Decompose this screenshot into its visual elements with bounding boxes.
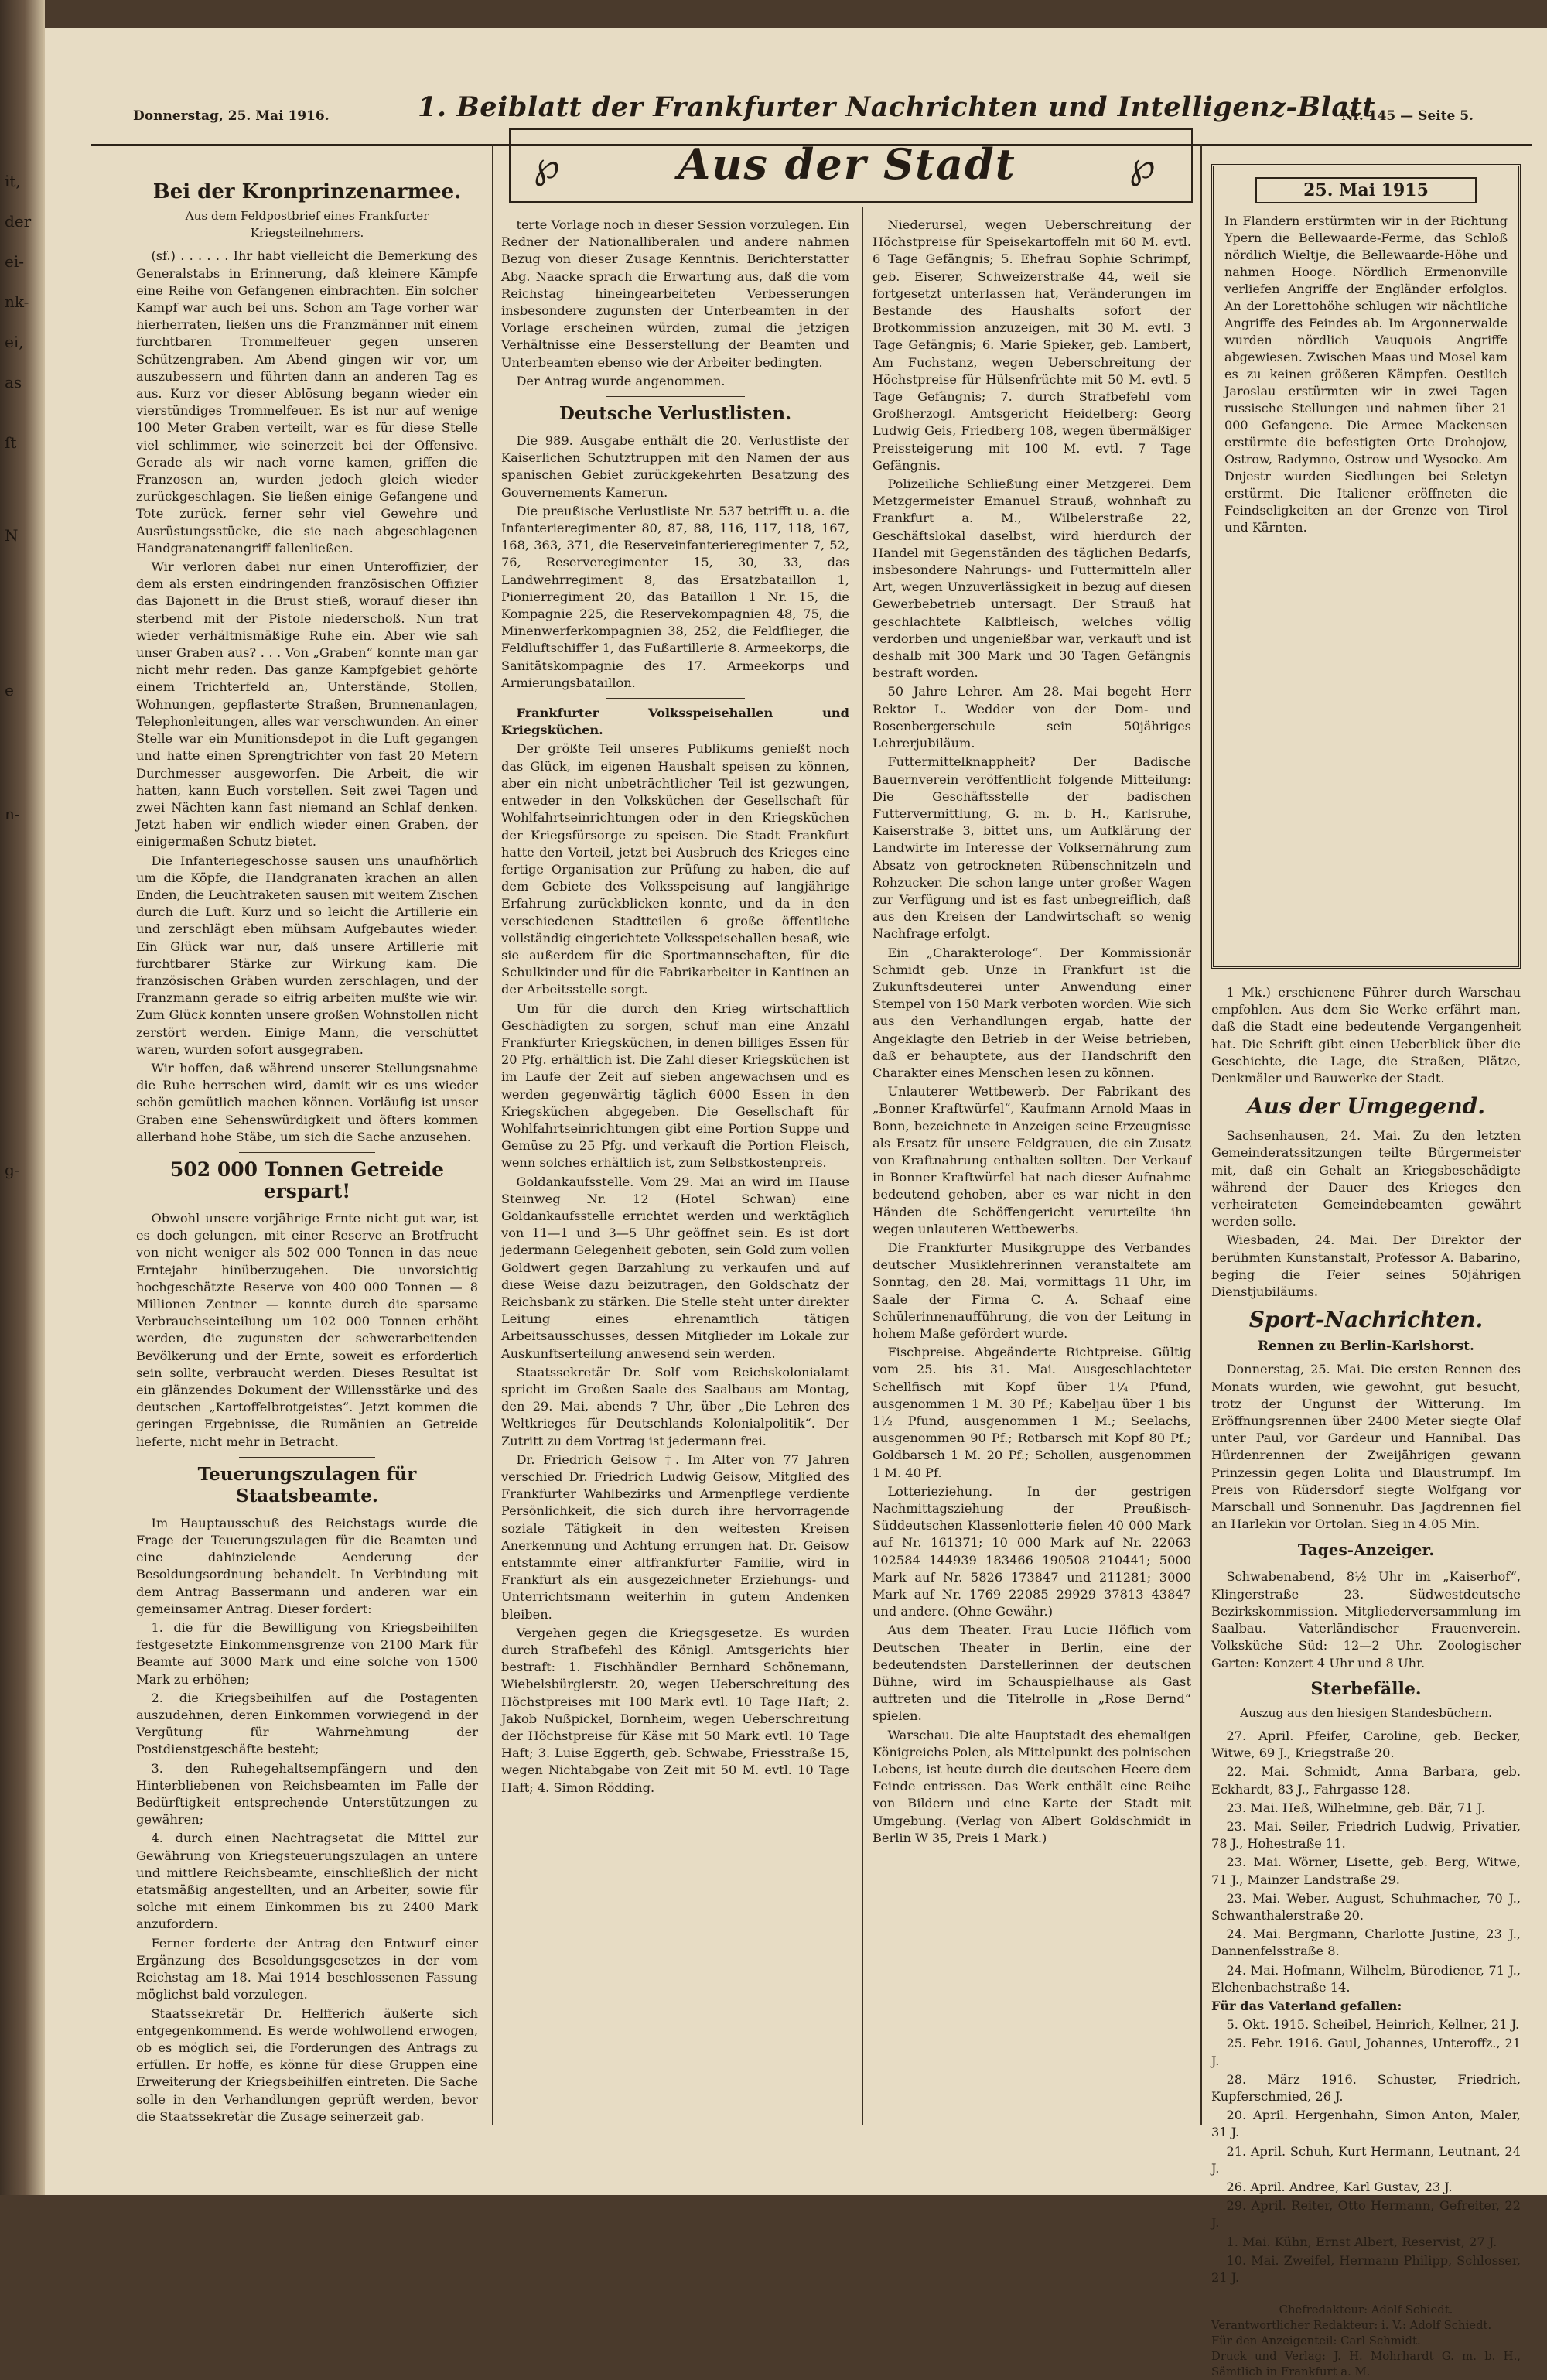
paragraph: Staatssekretär Dr. Solf vom Reichskolonialamt spricht im Großen Saale des Saalbaus am Montag, den 29. Mai, abends 7 Uhr, über „Die Lehren des Weltkrieges für Deutschlands Kolonialpolitik“. Der Zutritt zu dem Vortrag ist jedermann frei. <box>501 1364 849 1448</box>
paragraph: Dr. Friedrich Geisow †. Im Alter von 77 Jahren verschied Dr. Friedrich Ludwig Geisow, Mitglied des Frankfurter Wahlbezirks und Armenpflege verdiente Persönlichkeit, die sich durch ihre hervorragende soziale Tätigkeit in den weitesten Kreisen Anerkennung und Achtung errungen hat. Dr. Geisow entstammte einer altfrankfurter Familie, wird in Frankfurt als ein ausgezeichneter Erziehungs- und Unterrichtsmann weiterhin in gutem Andenken bleiben. <box>501 1452 849 1622</box>
divider <box>606 698 745 699</box>
section-heading: Sport-Nachrichten. <box>1248 1307 1484 1333</box>
imprint-line: Chefredakteur: Adolf Schiedt. <box>1279 2303 1453 2317</box>
column-3 <box>873 217 1191 1848</box>
paragraph: Polizeiliche Schließung einer Metzgerei. Dem Metzgermeister Emanuel Strauß, wohnhaft zu Frankfurt a. M., Wilbelerstraße 22, Geschäftslokal daselbst, wird hierdurch der Handel mit Gegenständen des täglichen Bedarfs, insbesondere Nahrungs- und Futtermitteln aller Art, wegen Unzuverlässigkeit in bezug auf diesen Gewerbebetrieb untersagt. Der Strauß hat geschlachtete Kalbfleisch, welches völlig verdorben und ungenießbar war, verkauft und ist deshalb mit 300 Mark und 30 Tagen Gefängnis bestraft worden. <box>873 477 1191 681</box>
imprint-line: Für den Anzeigenteil: Carl Schmidt. <box>1211 2334 1421 2348</box>
article-subheading: Aus dem Feldpostbrief eines Frankfurter Kriegsteilnehmers. <box>185 209 429 241</box>
article-heading: Bei der Kronprinzenarmee. <box>152 180 462 203</box>
column-divider <box>492 144 493 2125</box>
paragraph: Unlauterer Wettbewerb. Der Fabrikant des „Bonner Kraftwürfel“, Kaufmann Arnold Maas in Bonn, bezeichnete in Anzeigen seine Erzeugnisse als Ersatz für unsere Feldgrauen, die ein Zusatz von Kraftnahrung enthalten sollten. Der Verkauf in Bonner Kraftwürfel hat nach dieser Aufnahme bedeutend gehoben, aber es war nicht in den Händen die Schöffengericht verurteilte ihn wegen unlauteren Wettbewerbs. <box>873 1084 1191 1236</box>
paragraph: Wir verloren dabei nur einen Unteroffizier, der dem als ersten eindringenden französischen Offizier das Bajonett in die Brust stieß, worauf dieser ihn sterbend mit der Pistole niederschoß. Nun trat wieder verhältnismäßige Ruhe ein. Aber wie sah unser Graben aus? . . . Von „Graben“ konnte man gar nicht mehr reden. Das ganze Kampfgebiet gehörte einem Trichterfeld an, Unterstände, Stollen, Wohnungen, gepflasterte Straßen, Brunnenanlagen, Telephonleitungen, alles war verschwunden. An einer Stelle war ein Munitionsdepot in die Luft gegangen und hatte einen Sprengtrichter von fast 20 Metern Durchmesser ausgeworfen. Die Arbeit, die wir hatten, kann Euch vorstellen. Seit zwei Tagen und zwei Nächten kann fast niemand an Schlaf denken. Jetzt haben wir endlich wieder einen Graben, der einigermaßen Schutz bietet. <box>136 559 478 850</box>
section-heading: Sterbefälle. <box>1310 1678 1422 1699</box>
column-divider <box>1200 144 1202 2125</box>
paragraph: Ferner forderte der Antrag den Entwurf einer Ergänzung des Besoldungsgesetzes in der vom Reichstag am 18. Mai 1914 beschlossenen Fassung möglichst bald vorzulegen. <box>136 1935 478 2002</box>
paragraph: Ein „Charakterologe“. Der Kommissionär Schmidt geb. Unze in Frankfurt ist die Zukunftsdeuterei unter Anwendung einer Stempel von 150 Mark verboten worden. Wie sich aus den Verhandlungen ergab, hatte der Angeklagte den Betrieb in der Weise betrieben, daß er behauptete, aus der Handschrift den Charakter eines Menschen lesen zu können. <box>873 945 1191 1080</box>
previous-page-edge <box>0 0 45 2195</box>
paragraph: Die preußische Verlustliste Nr. 537 betrifft u. a. die Infanterieregimenter 80, 87, 88, 116, 117, 118, 167, 168, 363, 371, die Reserveinfanterieregimenter 7, 52, 76, Reserveregimenter 15, 30, 33, das Landwehrregiment 8, das Ersatzbataillon 1, Pionierregiment 20, das Bataillon 1 Nr. 15, die Kompagnie 225, die Reservekompagnien 48, 75, die Minenwerferkompagnien 38, 252, die Feldflieger, die Feldluftschiffer 1, das Fußartillerie 8. Armeekorps, die Sanitätskompagnie des 17. Armeekorps und Armierungsbataillon. <box>501 503 849 690</box>
column-4 <box>1211 984 1521 2380</box>
scrap-text: n- <box>5 805 20 823</box>
list-item: 5. Okt. 1915. Scheibel, Heinrich, Kellner, 21 J. <box>1226 2017 1520 2033</box>
ornament-right: ℘ <box>1129 144 1156 187</box>
list-item: 22. Mai. Schmidt, Anna Barbara, geb. Eckhardt, 83 J., Fahrgasse 128. <box>1211 1764 1521 1797</box>
section-heading: Tages-Anzeiger. <box>1297 1541 1435 1560</box>
list-item: 24. Mai. Hofmann, Wilhelm, Bürodiener, 71 J., Elchenbachstraße 14. <box>1211 1962 1521 1995</box>
paragraph: 50 Jahre Lehrer. Am 28. Mai begeht Herr Rektor L. Wedder von der Dom- und Rosenbergerschule sein 50jähriges Lehrerjubiläum. <box>873 684 1191 751</box>
divider <box>239 1152 376 1153</box>
section-subheading: Rennen zu Berlin-Karlshorst. <box>1258 1339 1474 1355</box>
column-2 <box>501 217 849 1798</box>
list-item: 20. April. Hergenhahn, Simon Anton, Maler, 31 J. <box>1211 2108 1521 2140</box>
paragraph: Donnerstag, 25. Mai. Die ersten Rennen des Monats wurden, wie gewohnt, gut besucht, trotz der Ungunst der Witterung. Im Eröffnungsrennen über 2400 Meter siegte Olaf unter Paul, vor Gardeur und Hannibal. Das Hürdenrennen der Zweijährigen gewann Prinzessin gegen Lolita und Blaustrumpf. Im Preis von Rüdersdorf siegte Wolfgang vor Marschall und Sonnenuhr. Das Jagdrennen fiel an Harlekin vor Ortolan. Sieg in 4.05 Min. <box>1211 1362 1521 1532</box>
on-this-day-box <box>1211 164 1521 969</box>
list-item: 21. April. Schuh, Kurt Hermann, Leutnant, 24 J. <box>1211 2143 1521 2176</box>
list-item: 23. Mai. Wörner, Lisette, geb. Berg, Witwe, 71 J., Mainzer Landstraße 29. <box>1211 1855 1521 1887</box>
list-heading: Für das Vaterland gefallen: <box>1211 1998 1402 2013</box>
scrap-text: ei- <box>5 252 24 271</box>
scrap-text: g- <box>5 1161 20 1179</box>
article-heading: Deutsche Verlustlisten. <box>558 403 792 425</box>
article-heading: 502 000 Tonnen Getreide erspart! <box>169 1158 445 1202</box>
scrap-text: e <box>5 681 14 699</box>
list-item: 26. April. Andree, Karl Gustav, 23 J. <box>1226 2179 1453 2194</box>
header-title: 1. Beiblatt der Frankfurter Nachrichten und Intelligenz-Blatt <box>418 91 1375 123</box>
scrap-text: ſt <box>5 433 17 452</box>
section-masthead <box>509 128 1193 203</box>
box-text: In Flandern erstürmten wir in der Richtung Ypern die Bellewaarde-Ferme, das Schloß nördlich Wieltje, die Bellewaarde-Höhe und nahmen Hooge. Nördlich Ermenonville verliefen Angriffe der Engländer erfolglos. An der Lorettohöhe schlugen wir nächtliche Angriffe des Feindes ab. Im Argonnerwalde wurden nördlich Vauquois Angriffe abgewiesen. Zwischen Maas und Mosel kam es zu keinen größeren Kämpfen. Oestlich Jaroslau erstürmten wir in zwei Tagen russische Stellungen und nahmen über 21 000 Gefangene. Die Armee Mackensen erstürmte die befestigten Orte Drohojow, Ostrow, Radymno, Ostrow und Wysocko. Am Dnjestr wurden Siedlungen bei Seletyn erstürmt. Die Italiener eröffneten die Feindseligkeiten an der Grenze von Tirol und Kärnten. <box>1224 214 1508 535</box>
scrap-text: ei, <box>5 333 24 351</box>
paragraph: (sf.) . . . . . . Ihr habt vielleicht die Bemerkung des Generalstabs in Erinnerung, daß kleinere Kämpfe eine Reihe von Gefangenen einbrachten. Ein solcher Kampf war auch bei uns. Schon am Tage vorher war hierherraten, ließen uns die Franzmänner mit einem furchtbaren Trommelfeuer gegen unseren Schützengraben. Am Abend gingen wir vor, um auszubessern und führten dann an anderen Tag es aus. Kurz vor dieser Ablösung begann wieder ein vierstündiges Trommelfeuer. Es ist nur auf wenige 100 Meter Graben verteilt, war es für diese Stelle viel schlimmer, wie seinerzeit bei der Offensive. Gerade als wir nach vorne kamen, griffen die Franzosen an, wurden jedoch gleich wieder zurückgeschlagen. Sie ließen einige Gefangene und Tote zurück, ferner sehr viel Gewehre und Ausrüstungsstücke, die sie nach abgeschlagenen Handgranatenangriff fallenließen. <box>136 248 478 556</box>
list-item: 28. März 1916. Schuster, Friedrich, Kupferschmied, 26 J. <box>1211 2071 1521 2104</box>
header-issue-number: Nr. 145 — Seite 5. <box>1341 108 1474 124</box>
paragraph: Staatssekretär Dr. Helfferich äußerte sich entgegenkommend. Es werde wohlwollend erwogen, ob es möglich sei, die Forderungen des Antrags zu erfüllen. Er hoffe, es könne für diese Gruppen eine Erweiterung der Kriegsbeihilfen eintreten. Die Sache solle in den Verhandlungen geprüft werden, bevor die Staatssekretär die Zusage seinerzeit gab. <box>136 2006 478 2124</box>
list-item: 23. Mai. Seiler, Friedrich Ludwig, Privatier, 78 J., Hohestraße 11. <box>1211 1818 1521 1852</box>
paragraph: Niederursel, wegen Ueberschreitung der Höchstpreise für Speisekartoffeln mit 60 M. evtl. 6 Tage Gefängnis; 5. Ehefrau Sophie Schrimpf, geb. Eiserer, Schweizerstraße 44, weil sie fortgesetzt unterlassen hat, Veränderungen im Bestande des Haushalts sofort der Brotkommission anzuzeigen, mit 30 M. evtl. 3 Tage Gefängnis; 6. Marie Spieker, geb. Lambert, Am Fuchstanz, wegen Ueberschreitung der Höchstpreise für Hülsenfrüchte mit 50 M. evtl. 5 Tage Gefängnis; 7. durch Strafbefehl vom Großherzogl. Amtsgericht Heidelberg: Georg Ludwig Geis, Friedberg 108, wegen übermäßiger Preissteigerung mit 100 M. evtl. 7 Tage Gefängnis. <box>873 217 1191 473</box>
column-1 <box>136 175 478 2127</box>
paragraph: terte Vorlage noch in dieser Session vorzulegen. Ein Redner der Nationalliberalen und andere nahmen Bezug von dieser Zusage Kenntnis. Berichterstatter Abg. Naacke sprach die Erwartung aus, daß die vom Reichstag hineingearbeiteten Verbesserungen insbesondere zugunsten der Unterbeamten in der Vorlage erscheinen würden, zumal die jetzigen Verhältnisse eine Besserstellung der Beamten und Unterbeamten ebenso wie der Arbeiter bedingten. <box>501 217 849 370</box>
divider <box>239 1457 376 1458</box>
paragraph: Obwohl unsere vorjährige Ernte nicht gut war, ist es doch gelungen, mit einer Reserve an Brotfrucht von nicht weniger als 502 000 Tonnen in das neue Erntejahr hinüberzugehen. Die unvorsichtig hochgeschätzte Reserve von 400 000 Tonnen — 8 Millionen Zentner — konnte durch die sparsame Verbrauchseinteilung um 102 000 Tonnen erhöht werden, die zugunsten der schwerarbeitenden Bevölkerung und der Ernte, soweit es erforderlich sein sollte, verbraucht werden. Dieses Resultat ist ein glänzendes Dokument der Willensstärke und des deutschen „Kartoffelbrotgeistes“. Jetzt kommen die geringen Ergebnisse, die Rumänien an Getreide lieferte, nicht mehr in Betracht. <box>136 1210 478 1449</box>
paragraph: Schwabenabend, 8½ Uhr im „Kaiserhof“, Klingerstraße 23. Südwestdeutsche Bezirkskommission. Mitgliederversammlung im Saalbau. Vaterländischer Frauenverein. Volksküche Süd: 12—2 Uhr. Zoologischer Garten: Konzert 4 Uhr und 8 Uhr. <box>1211 1569 1521 1670</box>
paragraph: Wiesbaden, 24. Mai. Der Direktor der berühmten Kunstanstalt, Professor A. Babarino, beging die Feier seines 50jährigen Dienstjubiläums. <box>1211 1233 1521 1300</box>
list-item: 3. den Ruhegehaltsempfängern und den Hinterbliebenen von Reichsbeamten im Falle der Bedürftigkeit entsprechende Unterstützungen zu gewähren; <box>136 1760 478 1828</box>
list-item: 24. Mai. Bergmann, Charlotte Justine, 23 J., Dannenfelsstraße 8. <box>1211 1927 1521 1959</box>
list-item: 4. durch einen Nachtragsetat die Mittel zur Gewährung von Kriegsteuerungszulagen an untere und mittlere Reichsbeamte, einschließlich der nicht etatsmäßig angestellten, und an Arbeiter, sowie für solche mit einem Einkommen bis zu 2400 Mark anzufordern. <box>136 1831 478 1932</box>
paragraph: Die Infanteriegeschosse sausen uns unaufhörlich um die Köpfe, die Handgranaten krachen an allen Enden, die Leuchtraketen sausen mit weitem Zischen durch die Luft. Kurz und so leicht die Artillerie ein und zerschlägt eben mühsam Aufgebautes wieder. Ein Glück war nur, daß unsere Artillerie mit furchtbarer Stärke zur Wirkung kam. Die französischen Gräben wurden zerschlagen, und der Franzmann gerade so eifrig arbeiten mußte wie wir. Zum Glück konnten unsere großen Wohnstollen nicht zerstört werden. Einige Mann, die verschüttet waren, wurden sofort ausgegraben. <box>136 853 478 1057</box>
imprint-line: Druck und Verlag: J. H. Mohrhardt G. m. b. H., Sämtlich in Frankfurt a. M. <box>1211 2350 1521 2379</box>
list-item: 25. Febr. 1916. Gaul, Johannes, Unteroffz., 21 J. <box>1211 2036 1521 2068</box>
box-date-title: 25. Mai 1915 <box>1255 177 1477 203</box>
paragraph: Die Frankfurter Musikgruppe des Verbandes deutscher Musiklehrerinnen veranstaltete am Sonntag, den 28. Mai, vormittags 11 Uhr, im Saale der Firma C. A. Schaaf eine Schülerinnenaufführung, die von der Leitung in hohem Maße gefördert wurde. <box>873 1240 1191 1341</box>
scrap-text: N <box>5 526 19 545</box>
list-item: 27. April. Pfeifer, Caroline, geb. Becker, Witwe, 69 J., Kriegstraße 20. <box>1211 1728 1521 1761</box>
imprint <box>1211 2303 1521 2380</box>
ornament-left: ℘ <box>534 144 560 187</box>
paragraph: Lotterieziehung. In der gestrigen Nachmittagsziehung der Preußisch-Süddeutschen Klassenlotterie fielen 40 000 Mark auf Nr. 161371; 10 000 Mark auf Nr. 22063 102584 144939 183466 190508 210441; 5000 Mark auf Nr. 5826 173847 und 211281; 3000 Mark auf Nr. 1769 22085 29929 37813 43847 und andere. (Ohne Gewähr.) <box>873 1483 1191 1619</box>
scrap-text: as <box>5 373 22 392</box>
paragraph: Vergehen gegen die Kriegsgesetze. Es wurden durch Strafbefehl des Königl. Amtsgerichts hier bestraft: 1. Fischhändler Bernhard Schönemann, Wiebelsbürglerstr. 20, wegen Ueberschreitung des Höchstpreises mit 100 Mark evtl. 10 Tage Haft; 2. Jakob Nußpickel, Bornheim, wegen Ueberschreitung der Höchstpreise für Käse mit 50 Mark evtl. 10 Tage Haft; 3. Luise Eggerth, geb. Schwabe, Friesstraße 15, wegen Nichtabgabe von Zeit mit 50 M. evtl. 10 Tage Haft; 4. Simon Rödding. <box>501 1625 849 1795</box>
paragraph: Der größte Teil unseres Publikums genießt noch das Glück, im eigenen Haushalt speisen zu können, aber ein nicht unbeträchtlicher Teil ist gezwungen, entweder in den Volksküchen der Gesellschaft für Wohlfahrtseinrichtungen oder in den Kriegsküchen der Kriegsfürsorge zu speisen. Die Stadt Frankfurt hatte den Vorteil, jetzt bei Ausbruch des Krieges eine fertige Organisation zur Prüfung zu haben, die auf dem Gebiete des Volksspeisung auf langjährige Erfahrung zurückblicken konnte, und da in den verschiedenen Stadtteilen 6 große öffentliche vollständig eingerichtete Volksspeisehallen besaß, wie sie außerdem für die Sportmannschaften, für die Schulkinder und für die Fabrikarbeiter in Kantinen an der Arbeitsstelle sorgt. <box>501 741 849 997</box>
article-heading: Teuerungszulagen für Staatsbeamte. <box>197 1463 417 1506</box>
header-date: Donnerstag, 25. Mai 1916. <box>133 108 330 124</box>
paragraph: Die 989. Ausgabe enthält die 20. Verlustliste der Kaiserlichen Schutztruppen mit den Namen der aus spanischen Gebiet zurückgekehrten Besatzung des Gouvernements Kamerun. <box>501 433 849 500</box>
paragraph: Aus dem Theater. Frau Lucie Höflich vom Deutschen Theater in Berlin, eine der bedeutendsten Darstellerinnen der deutschen Bühne, wird im Schauspielhause als Gast auftreten und die Titelrolle in „Rose Bernd“ spielen. <box>873 1623 1191 1724</box>
section-title: Aus der Stadt <box>678 139 1016 189</box>
list-item: 10. Mai. Zweifel, Hermann Philipp, Schlosser, 21 J. <box>1211 2252 1521 2285</box>
page-header <box>45 74 1547 124</box>
column-divider <box>862 207 863 2125</box>
paragraph: Sachsenhausen, 24. Mai. Zu den letzten Gemeinderatssitzungen teilte Bürgermeister mit, daß ein Gehalt an Kriegsbeschädigte während der Dauer des Krieges den verheirateten Gemeindebeamten gewährt werden solle. <box>1211 1128 1521 1229</box>
divider <box>606 396 745 397</box>
scrap-text: nk- <box>5 292 29 311</box>
paragraph: Goldankaufsstelle. Vom 29. Mai an wird im Hause Steinweg Nr. 12 (Hotel Schwan) eine Goldankaufsstelle errichtet werden und werktäglich von 11—1 und 3—5 Uhr geöffnet sein. Es ist dort jedermann Gelegenheit geboten, sein Gold zum vollen Goldwert gegen Barzahlung zu verkaufen und auf diese Weise dazu beizutragen, den Goldschatz der Reichsbank zu stärken. Die Stelle steht unter direkter Leitung eines ehrenamtlich tätigen Arbeitsausschusses, dessen Mitglieder im Lokale zur Auskunftserteilung anwesend sein werden. <box>501 1174 849 1361</box>
scrap-text: der <box>5 212 32 231</box>
paragraph: Um für die durch den Krieg wirtschaftlich Geschädigten zu sorgen, schuf man eine Anzahl Frankfurter Kriegsküchen, in denen billiges Essen für 20 Pfg. erhältlich ist. Die Zahl dieser Kriegsküchen ist im Laufe der Zeit auf sieben angewachsen und es werden gegenwärtig täglich 6000 Essen in den Kriegsküchen abgegeben. Die Gesellschaft für Wohlfahrtseinrichtungen gibt eine Portion Suppe und Gemüse zu 25 Pfg. und verkauft die Portion Fleisch, wenn solches erhältlich ist, zum Selbstkostenpreis. <box>501 1000 849 1171</box>
paragraph: Der Antrag wurde angenommen. <box>516 373 726 388</box>
paragraph: Warschau. Die alte Hauptstadt des ehemaligen Königreichs Polen, als Mittelpunkt des polnischen Lebens, ist heute durch die deutschen Heere dem Feinde entrissen. Das Werk enthält eine Reihe von Bildern und eine Karte der Stadt mit Umgebung. (Verlag von Albert Goldschmidt in Berlin W 35, Preis 1 Mark.) <box>873 1727 1191 1845</box>
list-item: 29. April. Reiter, Otto Hermann, Gefreiter, 22 J. <box>1211 2198 1521 2231</box>
scrap-text: it, <box>5 172 21 190</box>
paragraph: Frankfurter Volksspeisehallen und Kriegsküchen. <box>501 706 849 738</box>
list-item: 1. die für die Bewilligung von Kriegsbeihilfen festgesetzte Einkommensgrenze von 2100 Mark für Beamte auf 3000 Mark und eine solche von 1500 Mark zu erhöhen; <box>136 1620 478 1687</box>
paragraph: Im Hauptausschuß des Reichstags wurde die Frage der Teuerungszulagen für die Beamten und eine dahinzielende Aenderung der Besoldungsordnung behandelt. In Verbindung mit dem Antrag Bassermann und anderen war ein gemeinsamer Antrag. Dieser fordert: <box>136 1515 478 1616</box>
section-subheading: Auszug aus den hiesigen Standesbüchern. <box>1240 1705 1492 1720</box>
paragraph: Wir hoffen, daß während unserer Stellungsnahme die Ruhe herrschen wird, damit wir es uns wieder schön gemütlich machen können. Vorläufig ist unser Graben eine Sehenswürdigkeit und öfters kommen allerhand hohe Stäbe, um sich die Sache anzusehen. <box>136 1060 478 1144</box>
section-heading: Aus der Umgegend. <box>1247 1093 1485 1120</box>
newspaper-page <box>45 28 1547 2379</box>
list-item: 23. Mai. Heß, Wilhelmine, geb. Bär, 71 J. <box>1226 1800 1486 1815</box>
paragraph: 1 Mk.) erschienene Führer durch Warschau empfohlen. Aus dem Sie Werke erfährt man, daß die Stadt eine bedeutende Vergangenheit hat. Die Schrift gibt einen Ueberblick über die Geschichte, die Lage, die Straßen, Plätze, Denkmäler und Bauwerke der Stadt. <box>1211 985 1521 1086</box>
list-item: 1. Mai. Kühn, Ernst Albert, Reservist, 27 J. <box>1226 2234 1497 2249</box>
list-item: 2. die Kriegsbeihilfen auf die Postagenten auszudehnen, deren Einkommen vorwiegend in der Vergütung für Wahrnehmung der Postdienstgeschäfte besteht; <box>136 1690 478 1757</box>
imprint-line: Verantwortlicher Redakteur: i. V.: Adolf Schiedt. <box>1211 2319 1492 2333</box>
list-item: 23. Mai. Weber, August, Schuhmacher, 70 J., Schwanthalerstraße 20. <box>1211 1890 1521 1923</box>
paragraph: Fischpreise. Abgeänderte Richtpreise. Gültig vom 25. bis 31. Mai. Ausgeschlachteter Schellfisch mit Kopf über 1¼ Pfund, ausgenommen 1 M. 30 Pf.; Kabeljau über 1 bis 1½ Pfund, ausgenommen 1 M.; Seelachs, ausgenommen 90 Pf.; Rotbarsch mit Kopf 80 Pf.; Goldbarsch 1 M. 20 Pf.; Schollen, ausgenommen 1 M. 40 Pf. <box>873 1345 1191 1480</box>
paragraph: Futtermittelknappheit? Der Badische Bauernverein veröffentlicht folgende Mitteilung: Die Geschäftsstelle der badischen Futtervermittlung, G. m. b. H., Karlsruhe, Kaiserstraße 3, bittet uns, um Aufklärung der Landwirte im Interesse der Volksernährung zum Absatz von getrockneten Rübenschnitzeln und Rohzucker. Die schon lange unter großer Wagen zur Verfügung und ist es fast unbegreiflich, daß aus den Kreisen der Landwirtschaft so wenig Nachfrage erfolgt. <box>873 754 1191 942</box>
